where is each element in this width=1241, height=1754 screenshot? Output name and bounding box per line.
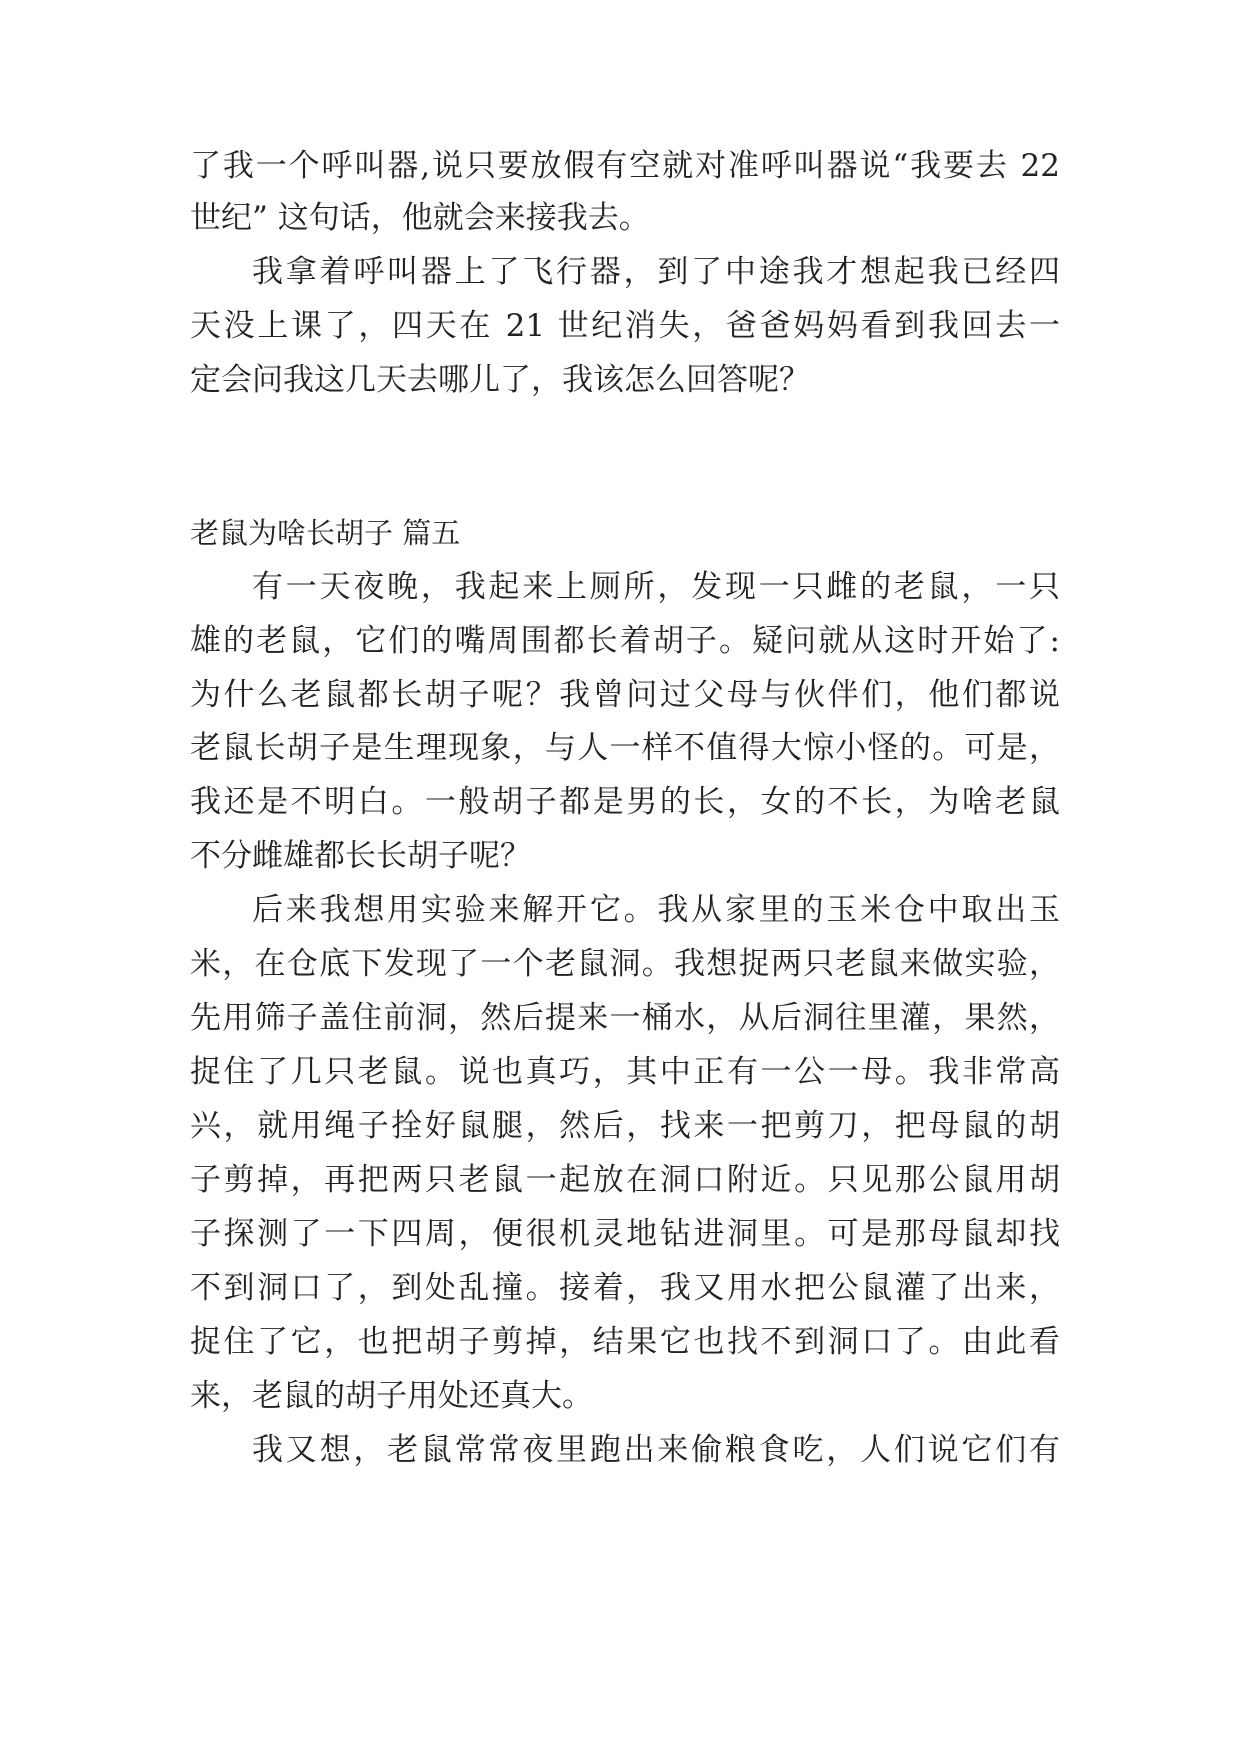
paragraph-line: 了我一个呼叫器,说只要放假有空就对准呼叫器说“我要去 22	[190, 148, 1060, 184]
paragraph-line: 我又想，老鼠常常夜里跑出来偷粮食吃，人们说它们有	[252, 1432, 1060, 1468]
paragraph-line: 世纪” 这句话，他就会来接我去。	[190, 200, 650, 236]
paragraph-line: 捉住了它，也把胡子剪掉，结果它也找不到洞口了。由此看	[190, 1324, 1060, 1360]
paragraph-line: 定会问我这几天去哪儿了，我该怎么回答呢？	[190, 362, 810, 398]
paragraph-line: 来，老鼠的胡子用处还真大。	[190, 1378, 593, 1414]
paragraph-line: 有一天夜晚，我起来上厕所，发现一只雌的老鼠，一只	[252, 569, 1060, 605]
paragraph-line: 为什么老鼠都长胡子呢？我曾问过父母与伙伴们，他们都说	[190, 677, 1060, 713]
paragraph-line: 先用筛子盖住前洞，然后提来一桶水，从后洞往里灌，果然，	[190, 1000, 1060, 1036]
paragraph-line: 我拿着呼叫器上了飞行器，到了中途我才想起我已经四	[252, 254, 1060, 290]
section-title: 老鼠为啥长胡子 篇五	[190, 516, 461, 550]
paragraph-line: 米，在仓底下发现了一个老鼠洞。我想捉两只老鼠来做实验，	[190, 946, 1060, 982]
paragraph-line: 后来我想用实验来解开它。我从家里的玉米仓中取出玉	[252, 892, 1060, 928]
paragraph-line: 雄的老鼠，它们的嘴周围都长着胡子。疑问就从这时开始了:	[190, 623, 1060, 659]
paragraph-line: 老鼠长胡子是生理现象，与人一样不值得大惊小怪的。可是，	[190, 730, 1060, 766]
paragraph-line: 捉住了几只老鼠。说也真巧，其中正有一公一母。我非常高	[190, 1054, 1060, 1090]
paragraph-line: 天没上课了，四天在 21 世纪消失，爸爸妈妈看到我回去一	[190, 308, 1060, 344]
paragraph-line: 不分雌雄都长长胡子呢？	[190, 838, 531, 874]
paragraph-line: 兴，就用绳子拴好鼠腿，然后，找来一把剪刀，把母鼠的胡	[190, 1108, 1060, 1144]
paragraph-line: 我还是不明白。一般胡子都是男的长，女的不长，为啥老鼠	[190, 784, 1060, 820]
paragraph-line: 子剪掉，再把两只老鼠一起放在洞口附近。只见那公鼠用胡	[190, 1162, 1060, 1198]
paragraph-line: 不到洞口了，到处乱撞。接着，我又用水把公鼠灌了出来，	[190, 1270, 1060, 1306]
paragraph-line: 子探测了一下四周，便很机灵地钻进洞里。可是那母鼠却找	[190, 1216, 1060, 1252]
